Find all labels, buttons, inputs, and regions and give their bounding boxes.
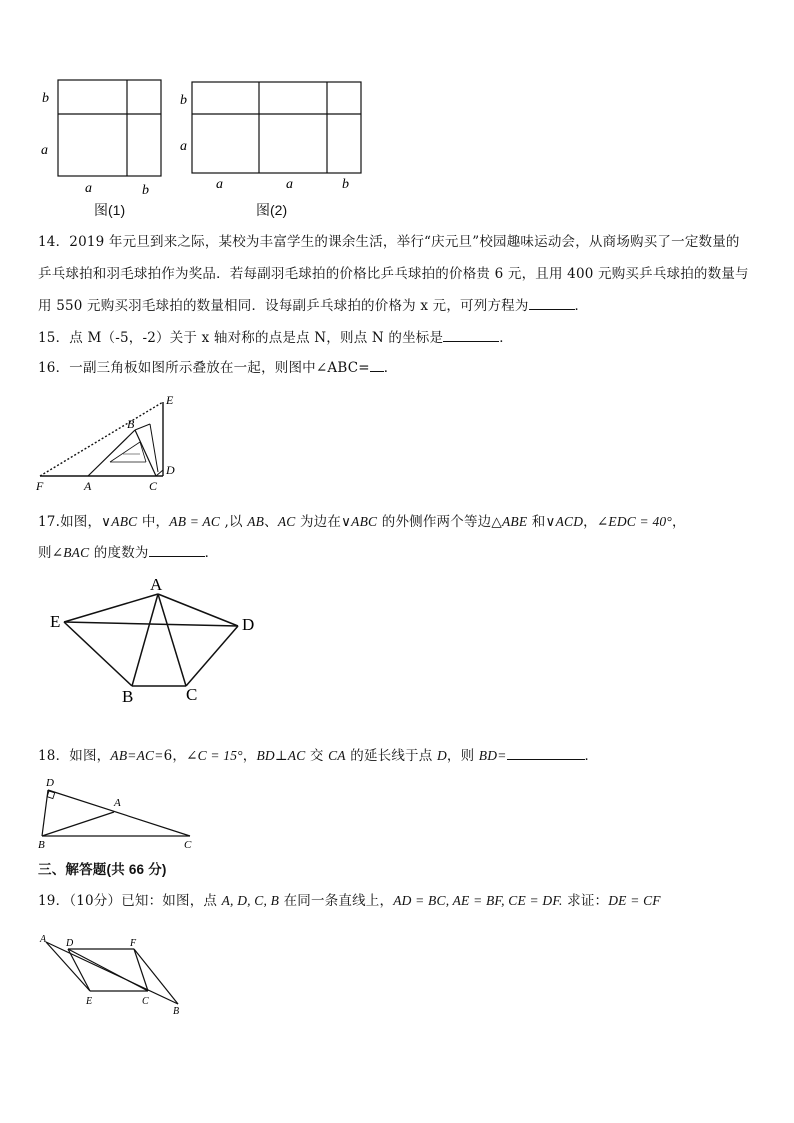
q16-figure [30,390,190,496]
q19-points: A, D, C, B [221,893,280,908]
q17-line-1 [38,510,686,530]
q19-figure [36,928,188,1016]
q17-line-2 [38,541,218,561]
q17-text-h: ， [671,514,686,530]
q17-text-d: 为边在 [295,514,342,530]
q17-ab: AB [247,514,265,529]
q17-label-B: B [122,687,134,706]
q19-label-F: F [130,938,137,949]
q18-label-A: A [114,797,121,809]
fig2-caption: 图(2) [256,202,288,218]
q17-text-f: 和 [527,514,546,530]
q19-label-B: B [173,1006,180,1016]
q16-label-E: E [166,393,174,407]
q18-cond-ab-ac: AB=AC= [110,748,164,763]
q16-label-C: C [149,479,158,493]
q15-text: 15．点 M（-5，-2）关于 x 轴对称的点是点 N，则点 N 的坐标是 [38,330,444,346]
q17-eq-ab-ac: AB = AC [169,514,221,529]
q19-label-D: D [66,938,74,949]
q17-text-a: 17.如图， [38,514,102,530]
q19-figure-drawing [36,928,188,1016]
q17-label-C: C [186,685,198,704]
q17-sep: 、 [264,514,278,530]
q19-label-A: A [40,934,47,945]
figure-2 [176,72,376,222]
q14-line-3-text: 用 550 元购买羽毛球拍的数量相同．设每副乒乓球拍的价格为 x 元，可列方程为 [38,298,529,314]
q17-figure-drawing [40,572,270,710]
q19-text-b: 在同一条直线上， [279,893,394,909]
q17-angle-bac: ∠BAC [51,545,90,560]
q15-answer-blank[interactable] [443,329,499,342]
q18-bd: BD= [478,748,507,763]
q18-line [38,744,598,764]
q18-text-c: 交 [305,748,329,764]
fig1-label-b-bottom: b [142,183,149,198]
q18-answer-blank[interactable] [507,747,585,760]
q17-text-e: 的外侧作两个等边 [377,514,492,530]
q18-text-a: 18．如图， [38,748,111,764]
q16-label-B: B [127,417,135,431]
fig1-caption: 图(1) [94,202,126,218]
q18-label-C: C [184,839,192,850]
q18-figure [34,774,204,850]
q18-label-B: B [38,839,45,850]
q17-text-c: ,以 [220,514,248,530]
q18-label-D: D [46,777,54,789]
fig2-label-a-left: a [180,139,187,154]
q16-figure-drawing [30,390,190,496]
q18-angle-c: ∠C = 15° [186,748,243,763]
q16-label-F: F [36,479,44,493]
q17-tri-abc-1: ∨ABC [101,514,138,529]
q17-label-A: A [150,575,163,594]
q15-line [38,326,513,346]
q18-value: 6， [163,748,187,764]
q14-line-2: 乒乓球拍和羽毛球拍作为奖品．若每副羽毛球拍的价格比乒乓球拍的价格贵 6 元，且用 400 元购买乒乓球拍的数量与 [38,266,749,282]
q17-tri-abc-2: ∨ABC [341,514,378,529]
q17-text-2a: 则 [38,545,52,561]
q16-line [38,356,397,376]
fig2-label-a-bottom-2: a [286,177,293,192]
figure-1 [36,72,176,222]
fig1-label-a-bottom: a [85,181,92,196]
q17-figure [40,572,270,710]
fig2-label-b-left: b [180,93,187,108]
q16-answer-blank[interactable] [370,359,384,372]
q19-line [38,889,661,909]
q16-label-D: D [166,463,175,477]
q16-label-A: A [84,479,92,493]
q18-point-d: D [436,748,447,763]
q19-conditions: AD = BC, AE = BF, CE = DF. [393,893,563,908]
q17-label-E: E [50,612,61,631]
q18-text-e: ，则 [446,748,479,764]
q17-end: ． [204,545,219,561]
q19-label-C: C [142,996,149,1007]
q17-tri-abe: △ABE [491,514,528,529]
q17-label-D: D [242,615,255,634]
q18-figure-drawing [34,774,204,850]
q16-end: ． [383,360,398,376]
q18-cond-bd-ac: BD⊥AC [256,748,306,763]
section-3-title: 三、解答题(共 66 分) [38,862,167,877]
q19-label-E: E [86,996,93,1007]
fig2-label-a-bottom-1: a [216,177,223,192]
q14-end: ． [574,298,589,314]
q19-text-c: 求证： [562,893,609,909]
q14-line-1: 14．2019 年元旦到来之际，某校为丰富学生的课余生活，举行“庆元旦”校园趣味运动会，从商场购买了一定数量的 [38,234,740,250]
q17-angle-edc: ∠EDC = 40° [596,514,672,529]
q19-goal: DE = CF [608,893,661,908]
fig1-label-b-left: b [42,91,49,106]
q19-text-a: 19．（10分）已知：如图，点 [38,893,222,909]
q18-ca: CA [328,748,346,763]
q18-text-d: 的延长线于点 [345,748,437,764]
q17-text-g: ， [583,514,597,530]
fig1-label-a-left: a [41,143,48,158]
q15-end: ． [499,330,513,346]
q16-text: 16．一副三角板如图所示叠放在一起，则图中∠ABC= [38,360,370,376]
q14-line-3 [38,294,588,314]
fig2-label-b-bottom: b [342,177,349,192]
q18-end: ． [584,748,599,764]
q17-ac: AC [277,514,296,529]
q17-text-b: 中， [137,514,170,530]
q14-answer-blank[interactable] [529,297,575,310]
q17-text-2b: 的度数为 [89,545,149,561]
q17-answer-blank[interactable] [149,544,205,557]
q17-tri-acd: ∨ACD [545,514,584,529]
q18-text-b: ， [242,748,257,764]
